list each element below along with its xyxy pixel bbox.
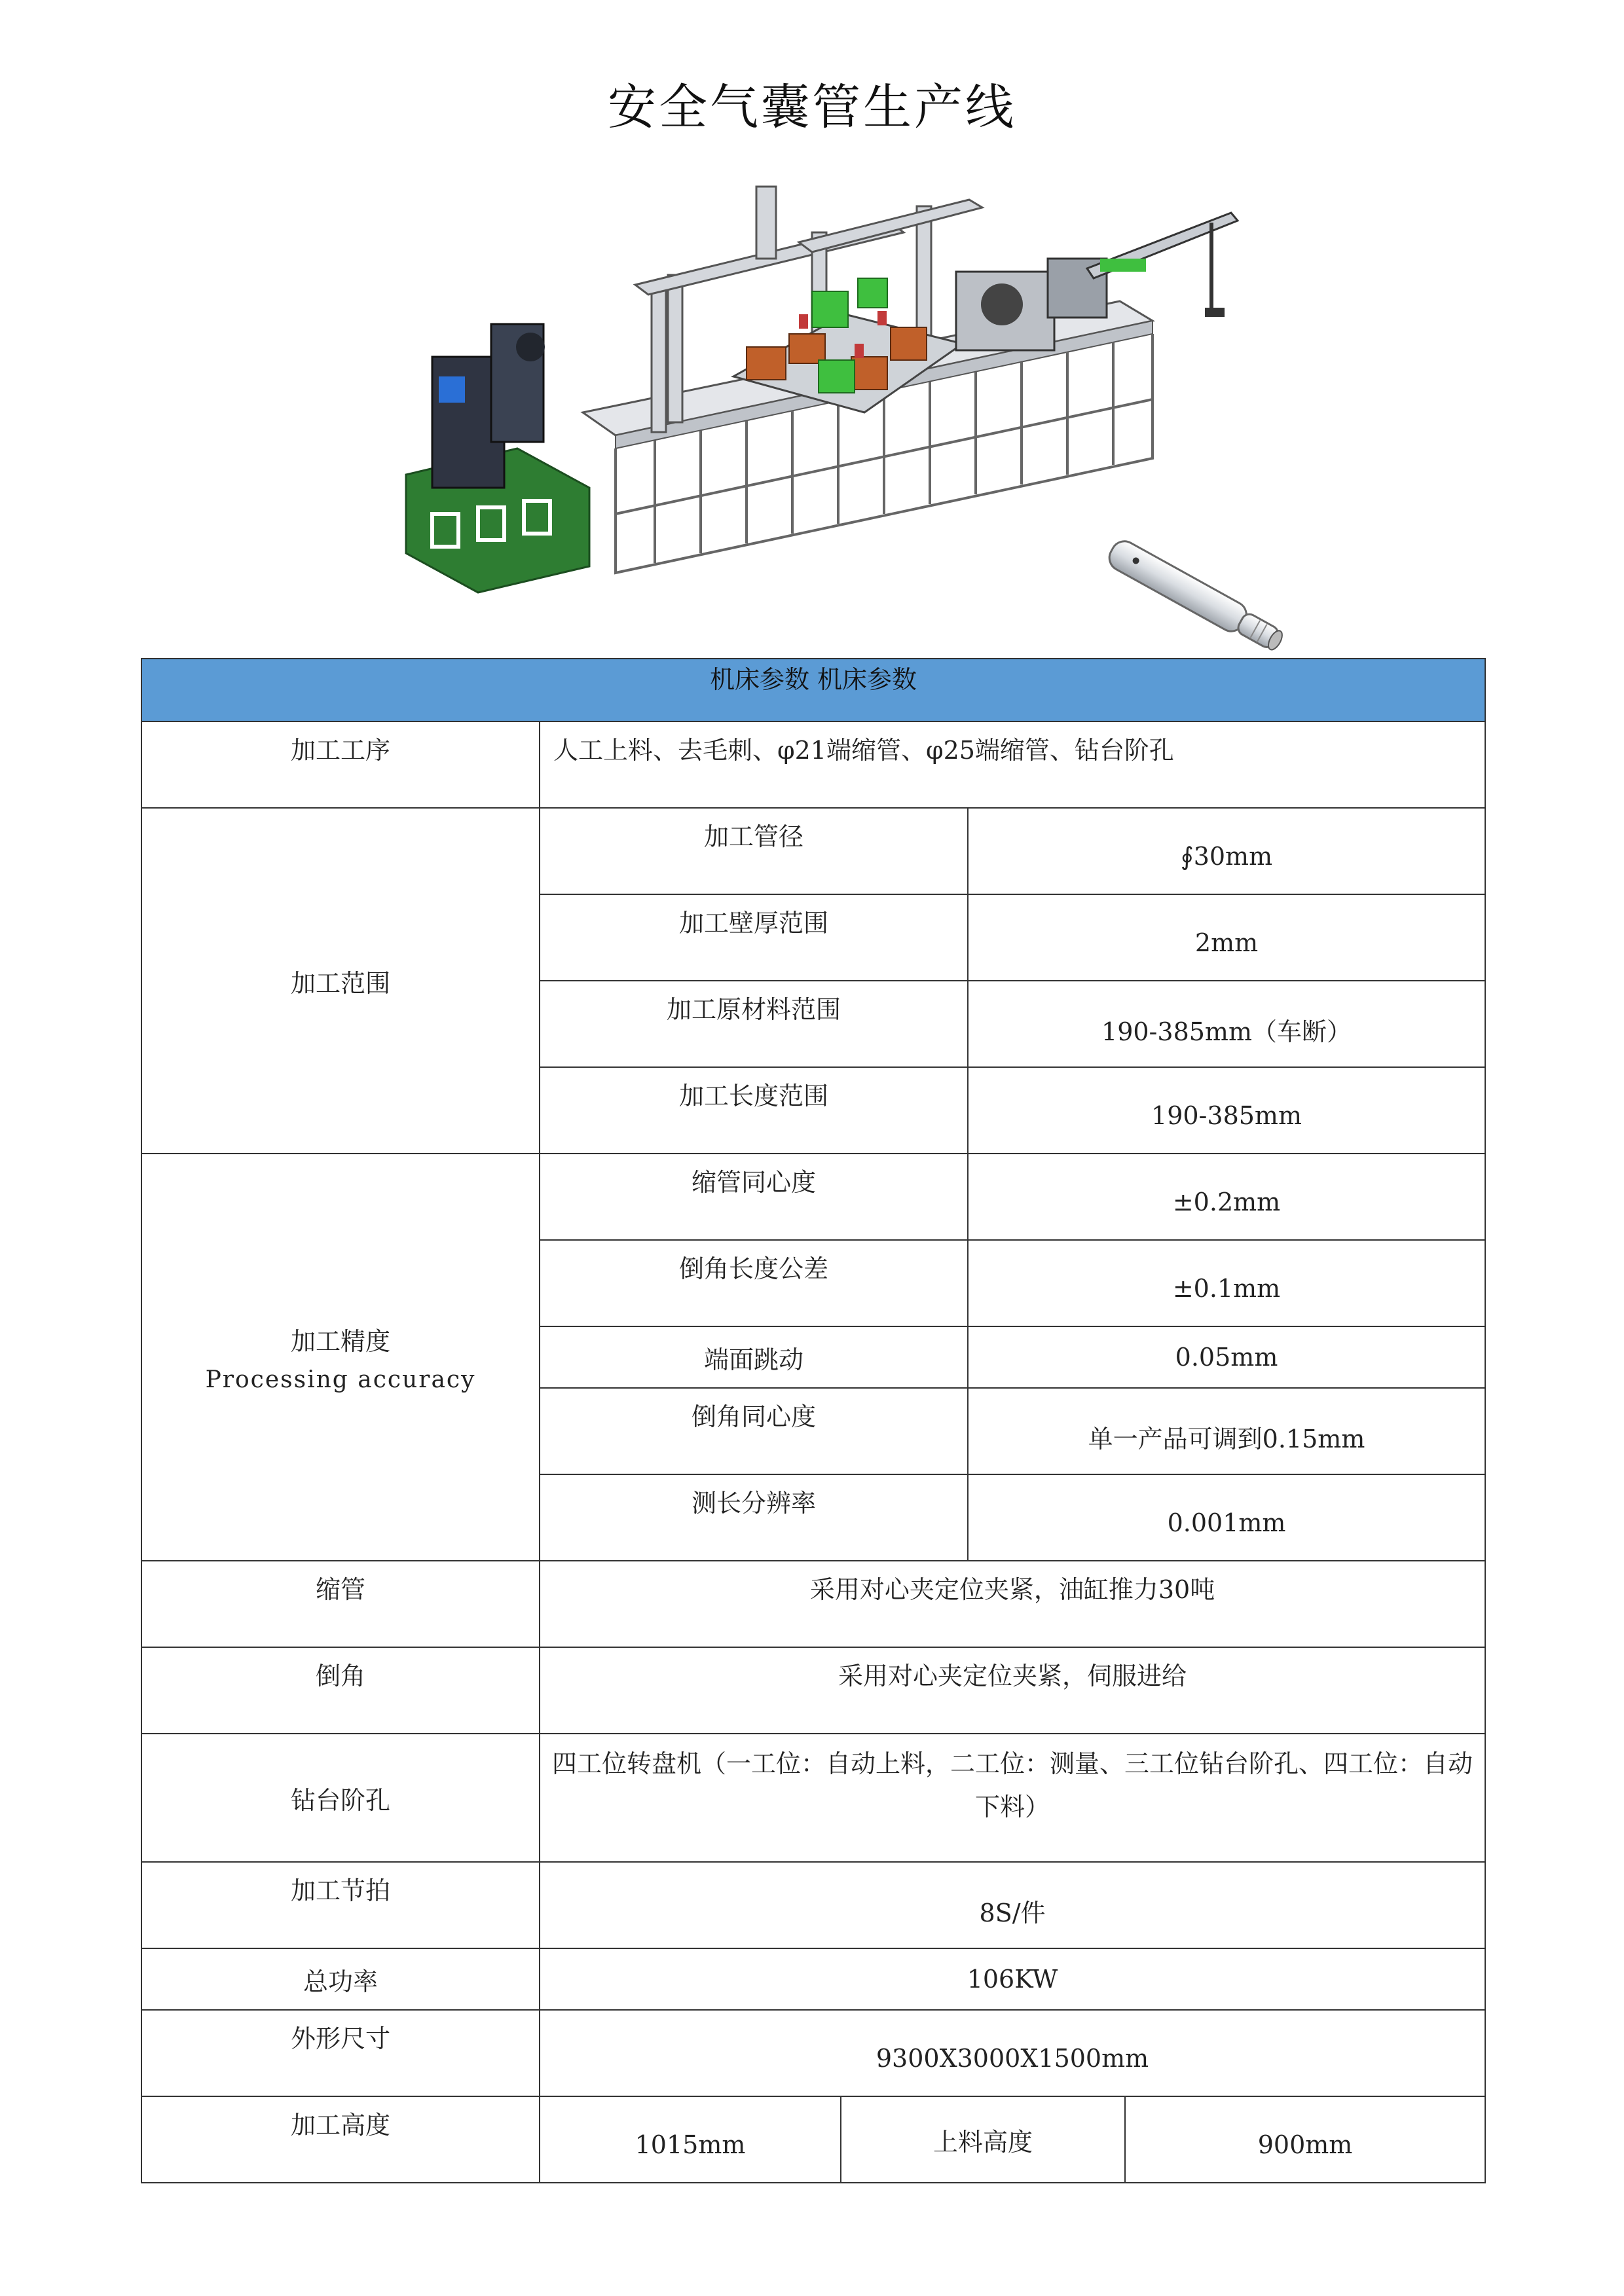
table-row	[141, 1734, 1485, 1862]
chamfer-value: 采用对心夹定位夹紧，伺服进给	[540, 1647, 1485, 1734]
accuracy-row-value: 0.001mm	[968, 1474, 1485, 1561]
table-row	[141, 808, 1485, 894]
accuracy-row-label: 倒角同心度	[540, 1388, 968, 1474]
accuracy-row-label: 倒角长度公差	[540, 1240, 968, 1326]
table-row	[141, 1154, 1485, 1240]
size-label: 外形尺寸	[141, 2010, 540, 2096]
range-row-value: 2mm	[968, 894, 1485, 981]
range-row-label: 加工原材料范围	[540, 981, 968, 1067]
power-label: 总功率	[141, 1948, 540, 2010]
range-row-value: ∮30mm	[968, 808, 1485, 894]
accuracy-label	[141, 1154, 540, 1561]
table-row	[141, 1862, 1485, 1948]
accuracy-row-label: 端面跳动	[540, 1326, 968, 1388]
airbag-tube-illustration	[1087, 520, 1303, 671]
range-label: 加工范围	[141, 808, 540, 1154]
table-row	[141, 721, 1485, 808]
range-row-label: 加工壁厚范围	[540, 894, 968, 981]
table-row	[141, 2010, 1485, 2096]
drill-label: 钻台阶孔	[141, 1734, 540, 1862]
cycle-label: 加工节拍	[141, 1862, 540, 1948]
accuracy-row-value: ±0.2mm	[968, 1154, 1485, 1240]
chamfer-label: 倒角	[141, 1647, 540, 1734]
range-row-label: 加工管径	[540, 808, 968, 894]
height-value: 1015mm	[540, 2096, 841, 2183]
shrink-value: 采用对心夹定位夹紧，油缸推力30吨	[540, 1561, 1485, 1647]
accuracy-row-value: ±0.1mm	[968, 1240, 1485, 1326]
accuracy-label-en: Processing accuracy	[205, 1366, 476, 1393]
table-row	[141, 1948, 1485, 2010]
accuracy-row-label: 缩管同心度	[540, 1154, 968, 1240]
accuracy-row-label: 测长分辨率	[540, 1474, 968, 1561]
power-value: 106KW	[540, 1948, 1485, 2010]
accuracy-row-value: 单一产品可调到0.15mm	[968, 1388, 1485, 1474]
table-header: 机床参数 机床参数	[141, 659, 1485, 721]
drill-value: 四工位转盘机（一工位：自动上料，二工位：测量、三工位钻台阶孔、四工位：自动下料）	[540, 1734, 1485, 1862]
accuracy-label-zh: 加工精度	[290, 1327, 390, 1356]
table-header-row	[141, 659, 1485, 721]
table-row	[141, 1561, 1485, 1647]
range-row-value: 190-385mm	[968, 1067, 1485, 1154]
size-value: 9300X3000X1500mm	[540, 2010, 1485, 2096]
range-row-label: 加工长度范围	[540, 1067, 968, 1154]
range-row-value: 190-385mm（车断）	[968, 981, 1485, 1067]
accuracy-row-value: 0.05mm	[968, 1326, 1485, 1388]
process-value: 人工上料、去毛刺、φ21端缩管、φ25端缩管、钻台阶孔	[540, 721, 1485, 808]
page-title: 安全气囊管生产线	[608, 79, 1016, 136]
height-label: 加工高度	[141, 2096, 540, 2183]
table-row	[141, 1647, 1485, 1734]
load-height-label: 上料高度	[841, 2096, 1125, 2183]
load-height-value: 900mm	[1125, 2096, 1485, 2183]
cycle-value: 8S/件	[540, 1862, 1485, 1948]
process-label: 加工工序	[141, 721, 540, 808]
table-row	[141, 2096, 1485, 2183]
shrink-label: 缩管	[141, 1561, 540, 1647]
spec-table	[141, 658, 1486, 2183]
